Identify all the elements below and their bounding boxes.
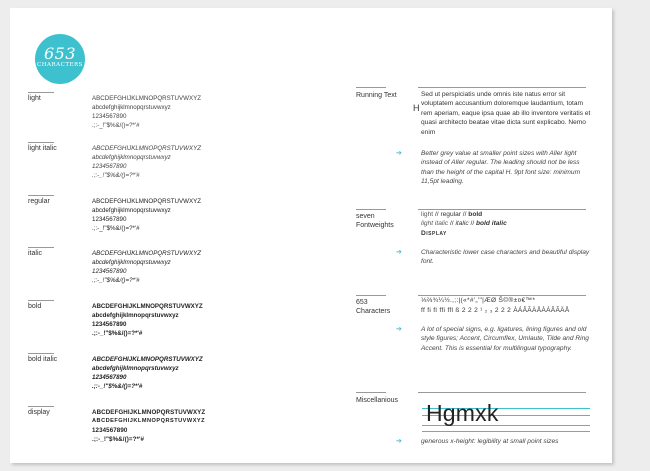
badge-label: CHARACTERS xyxy=(37,62,83,68)
badge-number: 653 xyxy=(43,44,77,63)
characters-label: 653 Characters xyxy=(356,299,391,315)
style-sample: ABCDEFGHIJKLMNOPQRSTUVWXYZ abcdefghijklmnopqrstuvwxyz 1234567890 .;:-_!"$%&/()=?*'# xyxy=(92,250,201,284)
fontweights-label: seven Fontweights xyxy=(356,213,394,229)
divider xyxy=(356,295,386,296)
divider xyxy=(418,87,586,88)
style-name: light xyxy=(28,95,41,102)
misc-note: generous x-height: legibility at small point sizes xyxy=(421,438,559,445)
style-sample: ABCDEFGHIJKLMNOPQRSTUVWXYZ abcdefghijklmnopqrstuvwxyz 1234567890 .;:-_!"$%&/()=?*'# xyxy=(92,198,201,232)
glyph-set: ⅓⅔¾¼½.,;:|(«*#'„'"|ÆØ Š©®±¤€™* ff fi fl ffi ffl ß 2 2 2 ¹ ₂ ₃ 2 2 2 ÀÁÂÃÄÅÀÁÂÃÄÅ xyxy=(421,297,570,314)
divider xyxy=(418,392,586,393)
divider xyxy=(28,353,54,354)
divider xyxy=(28,300,54,301)
divider xyxy=(356,87,386,88)
misc-label: Miscellanious xyxy=(356,397,399,404)
fontweights-list: light // regular // bold light italic // italic // bold italic Display xyxy=(421,211,507,237)
arrow-right-icon: ➔ xyxy=(396,249,402,256)
divider xyxy=(28,92,54,93)
divider xyxy=(356,209,386,210)
arrow-right-icon: ➔ xyxy=(396,326,402,333)
divider xyxy=(28,406,54,407)
arrow-right-icon: ➔ xyxy=(396,150,402,157)
arrow-right-icon: ➔ xyxy=(396,438,402,445)
style-sample: ABCDEFGHIJKLMNOPQRSTUVWXYZ abcdefghijklmnopqrstuvwxyz 1234567890 .;:-_!"$%&/()=?*'# xyxy=(92,303,203,337)
divider xyxy=(28,195,54,196)
style-name: display xyxy=(28,409,50,416)
descender-guide xyxy=(422,431,590,432)
divider xyxy=(356,392,386,393)
capital-h-marker: H xyxy=(413,103,420,113)
running-text-paragraph: Sed ut perspiciatis unde omnis iste natus error sit voluptatem accusantium doloremque laudantium, totam rem aperiam, eaque ipsa quae ab illo inventore veritatis et quasi architecto beatae vitae dicta sunt explicabo. Nemo enim xyxy=(421,91,591,136)
divider xyxy=(28,247,54,248)
style-sample: ABCDEFGHIJKLMNOPQRSTUVWXYZ abcdefghijklmnopqrstuvwxyz 1234567890 .;:-_!"$%&/()=?*'# xyxy=(92,356,203,390)
style-name: light italic xyxy=(28,145,57,152)
style-name: regular xyxy=(28,198,50,205)
running-text-label: Running Text xyxy=(356,92,397,99)
fontweights-note: Characteristic lower case characters and beautiful display font. xyxy=(421,249,590,266)
style-sample: ABCDEFGHIJKLMNOPQRSTUVWXYZ abcdefghijklmnopqrstuvwxyz 1234567890 .;:-_!"$%&/()=?*'# xyxy=(92,95,201,129)
style-name: italic xyxy=(28,250,43,257)
style-sample: ABCDEFGHIJKLMNOPQRSTUVWXYZ abcdefghijklmnopqrstuvwxyz 1234567890 .;:-_!"$%&/()=?*'# xyxy=(92,145,201,179)
characters-badge xyxy=(35,34,85,84)
style-name: bold italic xyxy=(28,356,58,363)
characters-note: A lot of special signs, e.g. ligatures, lining figures and old style figures; Accent, Circumflex, Umlaute, Tilde and Ring Accent. This is essential for multilingual typography. xyxy=(421,326,589,352)
style-name: bold xyxy=(28,303,42,310)
style-sample: ABCDEFGHIJKLMNOPQRSTUVWXYZ ABCDEFGHIJKLMNOPQRSTUVWXYZ 1234567890 .;:-_!"$%&/()=?*'# xyxy=(92,409,206,443)
x-height-sample xyxy=(422,402,590,434)
sample-word: Hgmxk xyxy=(426,400,499,426)
divider xyxy=(28,142,54,143)
running-text-note: Better grey value at smaller point sizes with Aller light instead of Aller regular. The leading should not be less than the height of the capital H. 9pt font size: minimum 11,5pt leading. xyxy=(421,150,581,186)
specimen-page xyxy=(10,8,612,463)
